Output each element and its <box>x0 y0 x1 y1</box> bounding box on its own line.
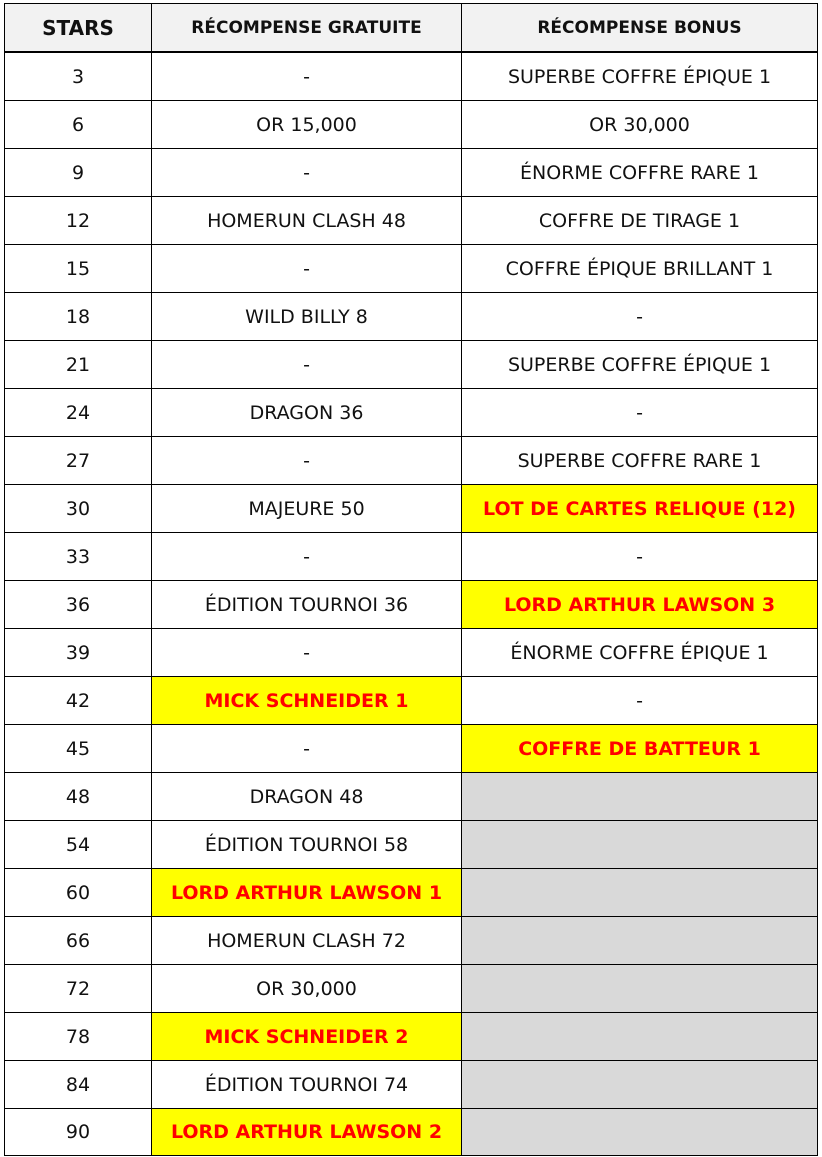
bonus-reward-cell: OR 30,000 <box>462 101 818 149</box>
table-row <box>5 245 818 293</box>
free-reward-cell-highlighted: LORD ARTHUR LAWSON 1 <box>152 869 462 917</box>
bonus-reward-cell-empty <box>462 1013 818 1061</box>
table-row <box>5 677 818 725</box>
bonus-reward-cell: ÉNORME COFFRE RARE 1 <box>462 149 818 197</box>
stars-cell: 54 <box>5 821 152 869</box>
bonus-reward-cell: - <box>462 677 818 725</box>
table-header <box>5 4 818 53</box>
free-reward-cell: HOMERUN CLASH 72 <box>152 917 462 965</box>
table-row <box>5 629 818 677</box>
bonus-reward-cell-highlighted: COFFRE DE BATTEUR 1 <box>462 725 818 773</box>
free-reward-cell: DRAGON 48 <box>152 773 462 821</box>
table-row <box>5 1013 818 1061</box>
rewards-table <box>4 3 818 1156</box>
stars-cell: 15 <box>5 245 152 293</box>
stars-cell: 3 <box>5 52 152 101</box>
table-row <box>5 485 818 533</box>
table-row <box>5 869 818 917</box>
table-row <box>5 1109 818 1156</box>
bonus-reward-cell: - <box>462 389 818 437</box>
free-reward-cell: ÉDITION TOURNOI 58 <box>152 821 462 869</box>
stars-cell: 90 <box>5 1109 152 1156</box>
free-reward-cell: HOMERUN CLASH 48 <box>152 197 462 245</box>
free-reward-cell: WILD BILLY 8 <box>152 293 462 341</box>
free-reward-cell: DRAGON 36 <box>152 389 462 437</box>
free-reward-cell-highlighted: LORD ARTHUR LAWSON 2 <box>152 1109 462 1156</box>
free-reward-cell: - <box>152 437 462 485</box>
stars-cell: 33 <box>5 533 152 581</box>
bonus-reward-cell: SUPERBE COFFRE RARE 1 <box>462 437 818 485</box>
stars-cell: 42 <box>5 677 152 725</box>
bonus-reward-cell-empty <box>462 965 818 1013</box>
free-reward-cell: - <box>152 629 462 677</box>
stars-cell: 84 <box>5 1061 152 1109</box>
table-row <box>5 197 818 245</box>
stars-cell: 72 <box>5 965 152 1013</box>
table-row <box>5 965 818 1013</box>
free-reward-cell: MAJEURE 50 <box>152 485 462 533</box>
free-reward-cell: - <box>152 725 462 773</box>
free-reward-cell: - <box>152 341 462 389</box>
table-row <box>5 581 818 629</box>
table-row <box>5 149 818 197</box>
table-row <box>5 821 818 869</box>
bonus-reward-cell-highlighted: LOT DE CARTES RELIQUE (12) <box>462 485 818 533</box>
stars-cell: 39 <box>5 629 152 677</box>
table-row <box>5 101 818 149</box>
bonus-reward-cell-empty <box>462 773 818 821</box>
table-row <box>5 773 818 821</box>
stars-cell: 48 <box>5 773 152 821</box>
bonus-reward-cell: - <box>462 533 818 581</box>
header-stars: STARS <box>5 4 152 53</box>
bonus-reward-cell-empty <box>462 1109 818 1156</box>
free-reward-cell: OR 30,000 <box>152 965 462 1013</box>
stars-cell: 27 <box>5 437 152 485</box>
table-row <box>5 725 818 773</box>
bonus-reward-cell: COFFRE DE TIRAGE 1 <box>462 197 818 245</box>
stars-cell: 12 <box>5 197 152 245</box>
bonus-reward-cell-empty <box>462 821 818 869</box>
free-reward-cell-highlighted: MICK SCHNEIDER 2 <box>152 1013 462 1061</box>
table-row <box>5 917 818 965</box>
header-free-reward: RÉCOMPENSE GRATUITE <box>152 4 462 53</box>
bonus-reward-cell: SUPERBE COFFRE ÉPIQUE 1 <box>462 52 818 101</box>
stars-cell: 6 <box>5 101 152 149</box>
table-body <box>5 52 818 1156</box>
free-reward-cell: ÉDITION TOURNOI 36 <box>152 581 462 629</box>
stars-cell: 9 <box>5 149 152 197</box>
header-row <box>5 4 818 53</box>
table-row <box>5 437 818 485</box>
bonus-reward-cell: ÉNORME COFFRE ÉPIQUE 1 <box>462 629 818 677</box>
stars-cell: 66 <box>5 917 152 965</box>
bonus-reward-cell: SUPERBE COFFRE ÉPIQUE 1 <box>462 341 818 389</box>
free-reward-cell: - <box>152 149 462 197</box>
table-row <box>5 533 818 581</box>
stars-cell: 21 <box>5 341 152 389</box>
bonus-reward-cell-empty <box>462 917 818 965</box>
bonus-reward-cell-empty <box>462 1061 818 1109</box>
free-reward-cell: - <box>152 245 462 293</box>
table-row <box>5 1061 818 1109</box>
stars-cell: 60 <box>5 869 152 917</box>
stars-cell: 36 <box>5 581 152 629</box>
free-reward-cell-highlighted: MICK SCHNEIDER 1 <box>152 677 462 725</box>
bonus-reward-cell: COFFRE ÉPIQUE BRILLANT 1 <box>462 245 818 293</box>
free-reward-cell: OR 15,000 <box>152 101 462 149</box>
stars-cell: 45 <box>5 725 152 773</box>
free-reward-cell: - <box>152 533 462 581</box>
table-row <box>5 389 818 437</box>
stars-cell: 18 <box>5 293 152 341</box>
bonus-reward-cell: - <box>462 293 818 341</box>
table-row <box>5 341 818 389</box>
stars-cell: 78 <box>5 1013 152 1061</box>
free-reward-cell: ÉDITION TOURNOI 74 <box>152 1061 462 1109</box>
free-reward-cell: - <box>152 52 462 101</box>
bonus-reward-cell-empty <box>462 869 818 917</box>
stars-cell: 24 <box>5 389 152 437</box>
bonus-reward-cell-highlighted: LORD ARTHUR LAWSON 3 <box>462 581 818 629</box>
stars-cell: 30 <box>5 485 152 533</box>
table-row <box>5 52 818 101</box>
table-row <box>5 293 818 341</box>
header-bonus-reward: RÉCOMPENSE BONUS <box>462 4 818 53</box>
